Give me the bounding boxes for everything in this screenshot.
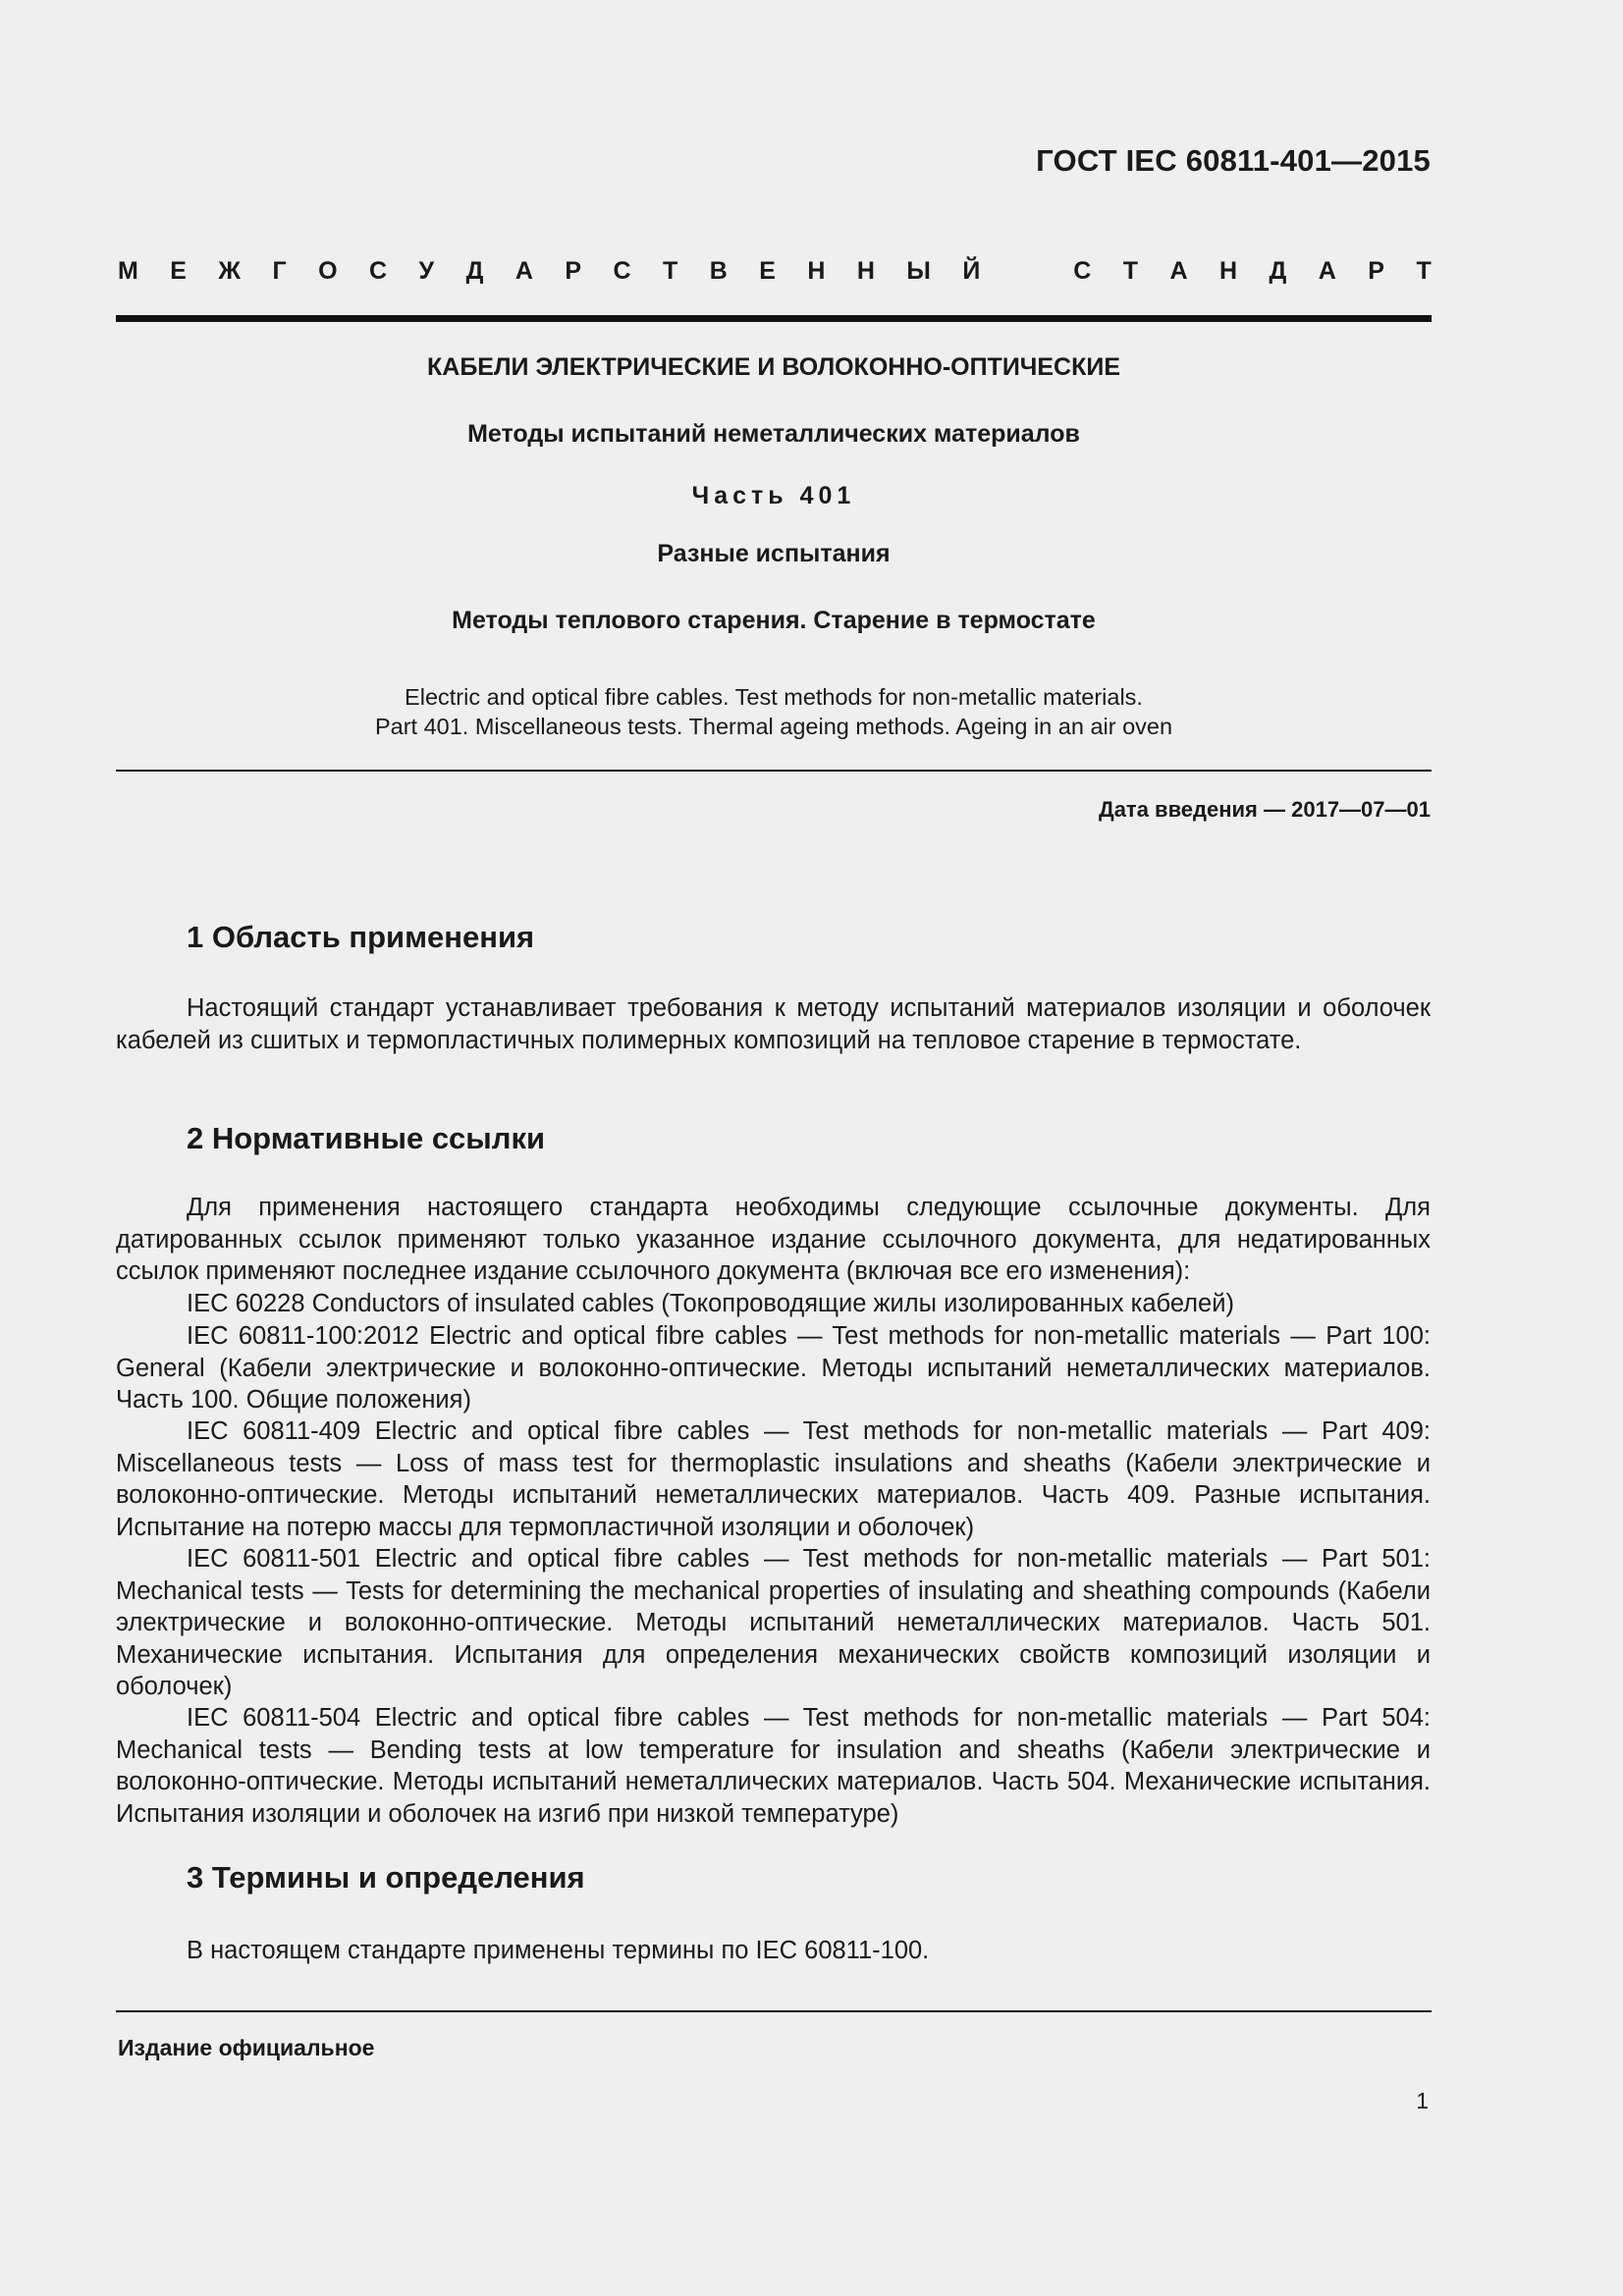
title-line-5: Методы теплового старения. Старение в термостате: [452, 607, 1096, 634]
heading-letter: Ы: [906, 257, 931, 285]
reference-item: IEC 60811-409 Electric and optical fibre cables — Test methods for non-metallic materials — Part 409: Miscellaneous tests — Loss of mass test for thermoplastic insulations and sheaths (Кабели электрические и волоконно-оптические. Методы испытаний неметаллических материалов. Часть 409. Разные испытания. Испытание на потерю массы для термопластичной изоляции и оболочек): [116, 1417, 1431, 1541]
heading-letter: Ж: [218, 257, 242, 285]
reference-item: IEC 60811-100:2012 Electric and optical fibre cables — Test methods for non-metallic materials — Part 100: General (Кабели электрические и волоконно-оптические. Методы испытаний неметаллических материалов. Часть 100. Общие положения): [116, 1322, 1431, 1414]
heading-letter: Г: [272, 257, 287, 285]
heading-letter: Н: [1219, 257, 1238, 285]
heading-letter: Н: [807, 257, 826, 285]
section-2-heading: 2 Нормативные ссылки: [187, 1121, 546, 1155]
reference-item: IEC 60811-504 Electric and optical fibre cables — Test methods for non-metallic materials — Part 504: Mechanical tests — Bending tests at low temperature for insulation and sheaths (Кабели электрические и волоконно-оптические. Методы испытаний неметаллических материалов. Часть 504. Механические испытания. Испытания изоляции и оболочек на изгиб при низкой температуре): [116, 1704, 1431, 1828]
english-title-line-2: Part 401. Miscellaneous tests. Thermal ageing methods. Ageing in an air oven: [374, 714, 1173, 739]
heading-letter: У: [418, 257, 435, 285]
heading-letter: Н: [856, 257, 875, 285]
official-edition-label: Издание официальное: [118, 2035, 375, 2060]
title-line-1: КАБЕЛИ ЭЛЕКТРИЧЕСКИЕ И ВОЛОКОННО-ОПТИЧЕСКИЕ: [427, 353, 1120, 381]
reference-item: IEC 60228 Conductors of insulated cables (Токопроводящие жилы изолированных кабелей): [187, 1290, 1234, 1317]
heading-letter: С: [613, 257, 631, 285]
heading-letter: В: [709, 257, 728, 285]
heading-letter: Д: [1269, 257, 1287, 285]
title-line-2: Методы испытаний неметаллических материалов: [467, 420, 1080, 448]
section-1-heading: 1 Область применения: [187, 920, 535, 954]
page-number: 1: [1416, 2088, 1429, 2113]
heading-letter: О: [318, 257, 338, 285]
header-rule: [116, 315, 1432, 322]
heading-letter: Д: [465, 257, 484, 285]
reference-item: IEC 60811-501 Electric and optical fibre cables — Test methods for non-metallic materials — Part 501: Mechanical tests — Tests for determining the mechanical properties of insulating and sheathing compounds (Кабели электрические и волоконно-оптические. Методы испытаний неметаллических материалов. Часть 501. Механические испытания. Испытания для определения механических свойств композиций изоляции и оболочек): [116, 1545, 1431, 1700]
heading-letter: Е: [170, 257, 187, 285]
interstate-standard-heading: [118, 257, 1432, 286]
heading-letter: Р: [565, 257, 582, 285]
heading-letter: А: [514, 257, 533, 285]
section-3-text: В настоящем стандарте применены термины по IEC 60811-100.: [187, 1937, 930, 1964]
title-line-4: Разные испытания: [657, 540, 891, 567]
gost-number: ГОСТ IEC 60811-401—2015: [1036, 143, 1431, 178]
heading-letter: Е: [759, 257, 776, 285]
footer-rule: [116, 2010, 1432, 2012]
heading-letter: Т: [1416, 257, 1432, 285]
section-1-text: Настоящий стандарт устанавливает требования к методу испытаний материалов изоляции и оболочек кабелей из сшитых и термопластичных полимерных композиций на тепловое старение в термостате.: [116, 994, 1431, 1054]
section-3-heading: 3 Термины и определения: [187, 1860, 585, 1895]
heading-letter: Т: [663, 257, 678, 285]
heading-letter: Р: [1368, 257, 1384, 285]
title-rule: [116, 770, 1432, 772]
introduction-date: Дата введения — 2017—07—01: [1099, 797, 1431, 822]
heading-letter: А: [1318, 257, 1336, 285]
heading-letter: М: [118, 257, 138, 285]
title-part: Часть 401: [691, 482, 856, 509]
heading-letter: Т: [1122, 257, 1139, 285]
section-2-text: Для применения настоящего стандарта необходимы следующие ссылочные документы. Для датированных ссылок применяют только указанное издание ссылочного документа, для недатированных ссылок применяют последнее издание ссылочного документа (включая все его изменения):: [116, 1194, 1431, 1285]
heading-letter: С: [369, 257, 388, 285]
heading-letter: А: [1169, 257, 1188, 285]
heading-letter: Й: [962, 257, 981, 285]
heading-letter: С: [1073, 257, 1092, 285]
english-title-line-1: Electric and optical fibre cables. Test methods for non-metallic materials.: [405, 684, 1143, 710]
heading-letter: [1012, 257, 1042, 286]
